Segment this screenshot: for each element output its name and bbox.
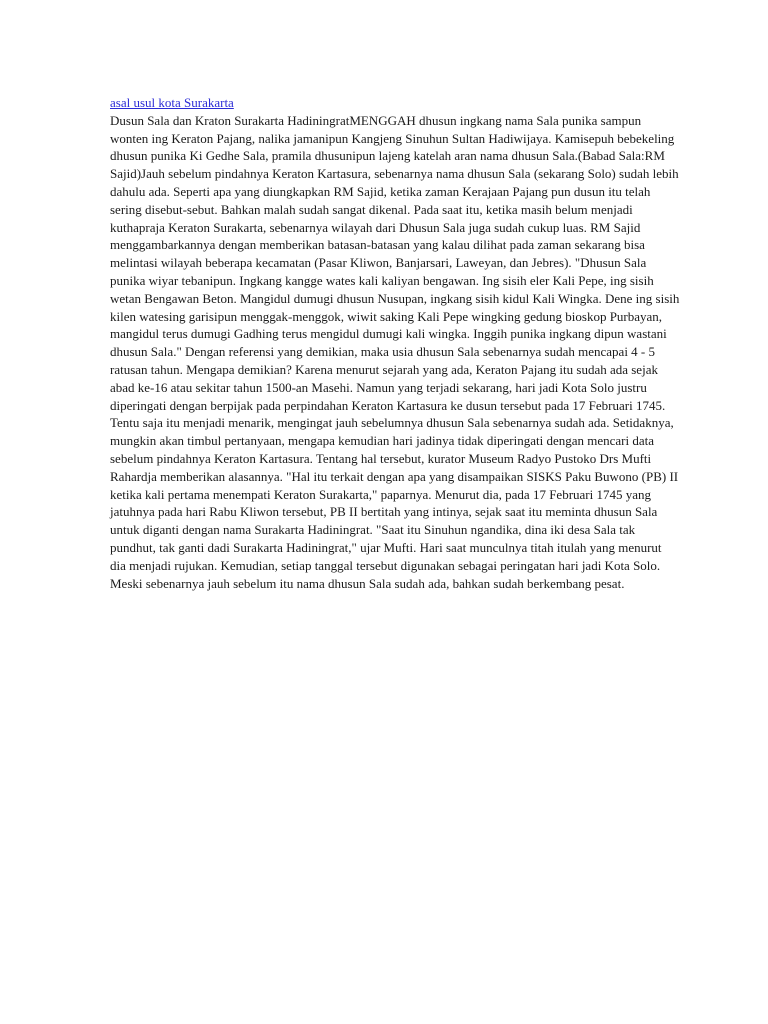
document-content [110, 94, 680, 592]
body-paragraph: Dusun Sala dan Kraton Surakarta HadiningratMENGGAH dhusun ingkang nama Sala punika sampun wonten ing Keraton Pajang, nalika jamanipun Kangjeng Sinuhun Sultan Hadiwijaya. Kamisepuh bebekeling dhusun punika Ki Gedhe Sala, pramila dhusunipun lajeng katelah aran nama dhusun Sala.(Babad Sala:RM Sajid)Jauh sebelum pindahnya Keraton Kartasura, sebenarnya nama dhusun Sala (sekarang Solo) sudah lebih dahulu ada. Seperti apa yang diungkapkan RM Sajid, ketika zaman Kerajaan Pajang pun dusun itu telah sering disebut-sebut. Bahkan malah sudah sangat dikenal. Pada saat itu, ketika masih belum menjadi kuthapraja Keraton Surakarta, sebenarnya wilayah dari Dhusun Sala juga sudah cukup luas. RM Sajid menggambarkannya dengan memberikan batasan-batasan yang kalau dilihat pada zaman sekarang bisa melintasi wilayah beberapa kecamatan (Pasar Kliwon, Banjarsari, Laweyan, dan Jebres). "Dhusun Sala punika wiyar tebanipun. Ingkang kangge wates kali kaliyan bengawan. Ing sisih eler Kali Pepe, ing sisih wetan Bengawan Beton. Mangidul dumugi dhusun Nusupan, ingkang sisih kidul Kali Wingka. Dene ing sisih kilen watesing garisipun menggak-menggok, wiwit saking Kali Pepe wingking gedung bioskop Purbayan, mangidul terus dumugi Gadhing terus mengidul dumugi kali wingka. Inggih punika ingkang dipun wastani dhusun Sala." Dengan referensi yang demikian, maka usia dhusun Sala sebenarnya sudah mencapai 4 - 5 ratusan tahun. Mengapa demikian? Karena menurut sejarah yang ada, Keraton Pajang itu sudah ada sejak abad ke-16 atau sekitar tahun 1500-an Masehi. Namun yang terjadi sekarang, hari jadi Kota Solo justru diperingati dengan berpijak pada perpindahan Keraton Kartasura ke dusun tersebut pada 17 Februari 1745. Tentu saja itu menjadi menarik, mengingat jauh sebelumnya dhusun Sala sebenarnya sudah ada. Setidaknya, mungkin akan timbul pertanyaan, mengapa kemudian hari jadinya tidak diperingati dengan mencari data sebelum pindahnya Keraton Kartasura. Tentang hal tersebut, kurator Museum Radyo Pustoko Drs Mufti Rahardja memberikan alasannya. "Hal itu terkait dengan apa yang disampaikan SISKS Paku Buwono (PB) II ketika kali pertama menempati Keraton Surakarta," paparnya. Menurut dia, pada 17 Februari 1745 yang jatuhnya pada hari Rabu Kliwon tersebut, PB II bertitah yang intinya, sejak saat itu meminta dhusun Sala untuk diganti dengan nama Surakarta Hadiningrat. "Saat itu Sinuhun ngandika, dina iki desa Sala tak pundhut, tak ganti dadi Surakarta Hadiningrat," ujar Mufti. Hari saat munculnya titah itulah yang menurut dia menjadi rujukan. Kemudian, setiap tanggal tersebut digunakan sebagai peringatan hari jadi Kota Solo. Meski sebenarnya jauh sebelum itu nama dhusun Sala sudah ada, bahkan sudah berkembang pesat. [110, 112, 680, 591]
title-link[interactable]: asal usul kota Surakarta [110, 95, 234, 110]
